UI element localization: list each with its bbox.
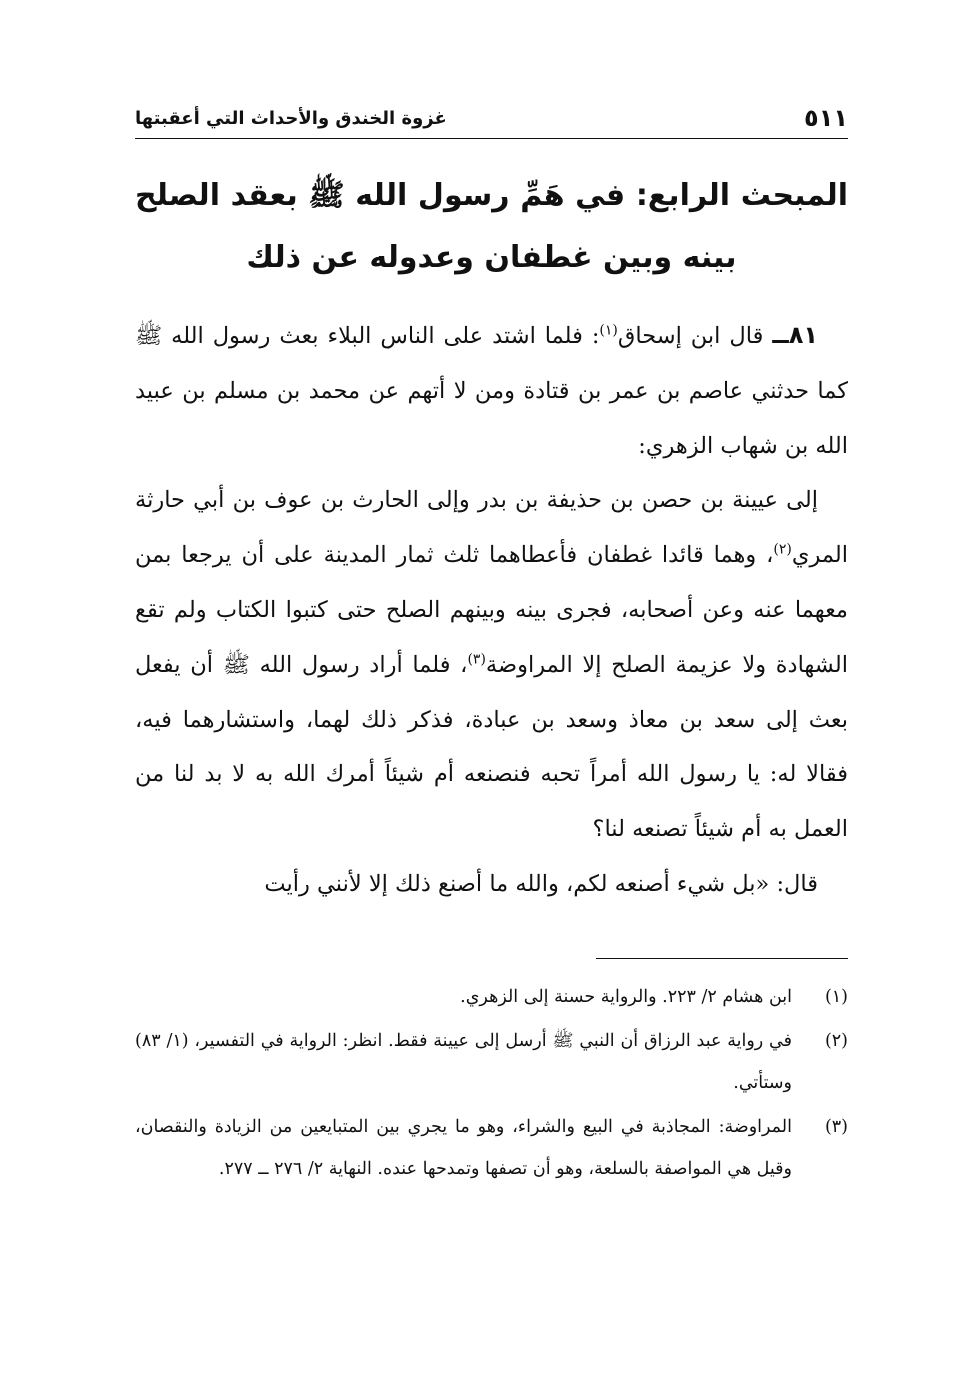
paragraph-1-text-b: : فلما اشتد على الناس البلاء بعث رسول الله ﷺ كما حدثني عاصم بن عمر بن قتادة ومن لا أتهم عن محمد بن مسلم بن عبيد الله بن شهاب الزهري: bbox=[135, 323, 848, 459]
footnote-item bbox=[135, 1020, 848, 1104]
paragraph-1-text-a: قال ابن إسحاق bbox=[617, 323, 773, 349]
paragraph-2-text-b: ، وهما قائدا غطفان فأعطاهما ثلث ثمار المدينة على أن يرجعا بمن معهما عنه وعن أصحابه، فجرى بينه وبينهم الصلح حتى كتبوا الكتاب ولم تقع الشهادة ولا عزيمة الصلح إلا المراوضة bbox=[135, 542, 848, 678]
paragraph-2-text-c: ، فلما أراد رسول الله ﷺ أن يفعل بعث إلى سعد بن معاذ وسعد بن عبادة، فذكر ذلك لهما، واستشارهما فيه، فقالا له: يا رسول الله أمراً تحبه فنصنعه أم شيئاً أمرك الله به لا بد لنا من العمل به أم شيئاً تصنعه لنا؟ bbox=[135, 651, 848, 843]
footnote-separator bbox=[596, 958, 848, 959]
footnote-item bbox=[135, 1106, 848, 1190]
main-text bbox=[135, 308, 848, 912]
item-number: ٨١ــ bbox=[772, 321, 819, 349]
footnote-number: (١) bbox=[824, 987, 848, 1007]
footnote-text: المراوضة: المجاذبة في البيع والشراء، وهو ما يجري بين المتبايعين من الزيادة والنقصان، وقيل هي المواصفة بالسلعة، وهو أن تصفها وتمدحها عنده. النهاية ٢/ ٢٧٦ ــ ٢٧٧. bbox=[135, 1117, 792, 1179]
footnote-ref-3[interactable]: (٣) bbox=[467, 651, 486, 668]
footnote-ref-2[interactable]: (٢) bbox=[773, 541, 792, 558]
footnote-text: ابن هشام ٢/ ٢٢٣. والرواية حسنة إلى الزهري. bbox=[460, 987, 792, 1007]
paragraph-3: قال: «بل شيء أصنعه لكم، والله ما أصنع ذلك إلا لأنني رأيت bbox=[264, 870, 818, 897]
footnote-text: في رواية عبد الرزاق أن النبي ﷺ أرسل إلى عيينة فقط. انظر: الرواية في التفسير، (١/ ٨٣) وستأتي. bbox=[135, 1031, 792, 1093]
running-header bbox=[135, 100, 848, 136]
footnote-item bbox=[135, 976, 848, 1018]
section-heading: المبحث الرابع: في هَمِّ رسول الله ﷺ بعقد الصلح بينه وبين غطفان وعدوله عن ذلك bbox=[135, 178, 848, 275]
footnote-ref-1[interactable]: (١) bbox=[599, 322, 618, 339]
footnote-number: (٢) bbox=[824, 1031, 848, 1051]
header-rule bbox=[135, 138, 848, 139]
running-title: غزوة الخندق والأحداث التي أعقبتها bbox=[135, 107, 447, 129]
footnote-number: (٣) bbox=[824, 1117, 848, 1137]
page-number: ٥١١ bbox=[804, 104, 848, 132]
paragraph-2-text-a: إلى عيينة بن حصن بن حذيفة بن بدر وإلى الحارث بن عوف بن أبي حارثة المري bbox=[135, 487, 848, 569]
paragraph-2 bbox=[135, 473, 848, 857]
paragraph-1 bbox=[135, 308, 848, 473]
footnotes bbox=[135, 976, 848, 1192]
